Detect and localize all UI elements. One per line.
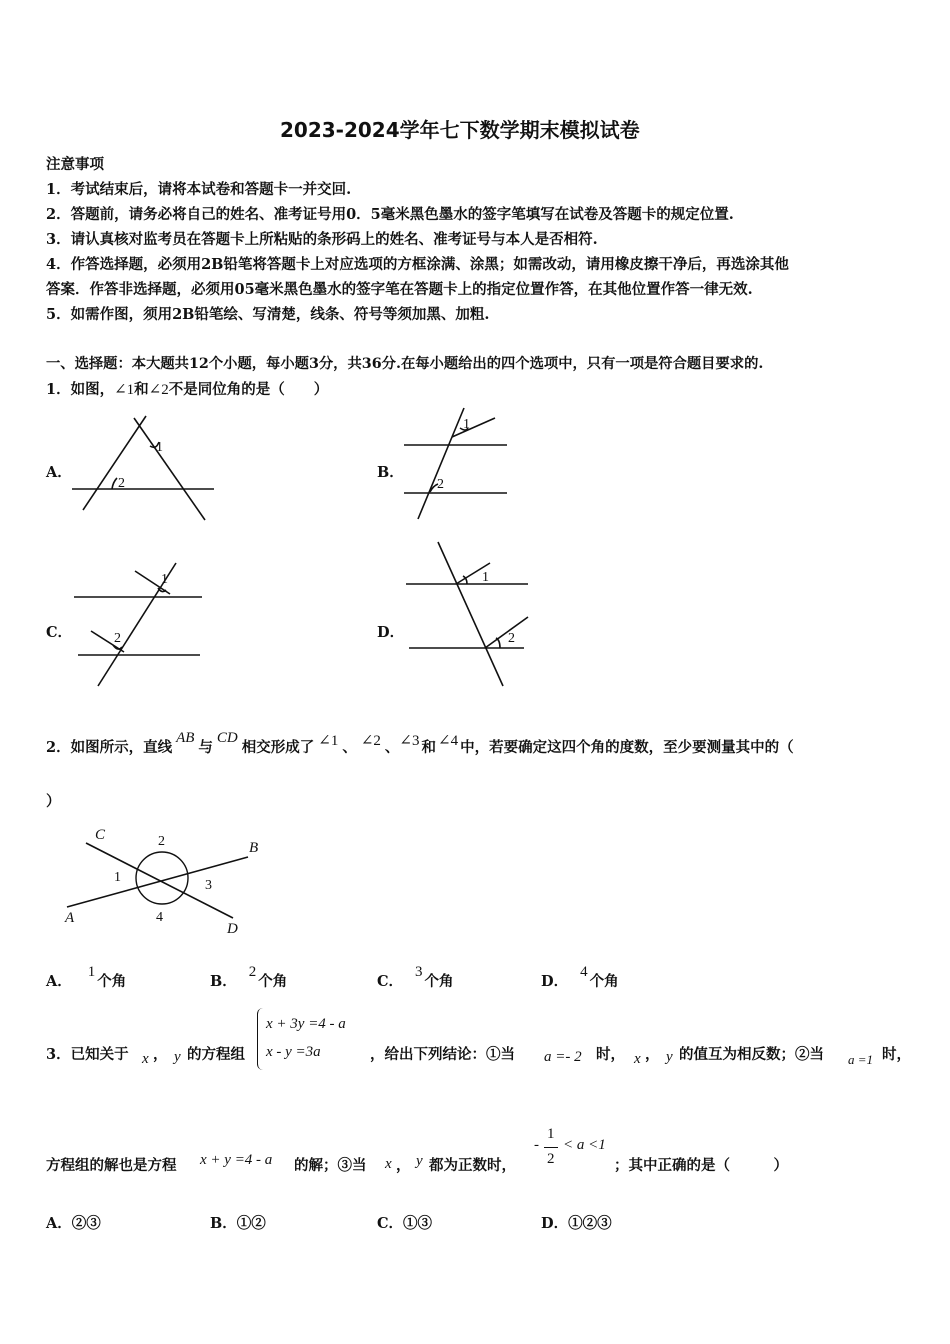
angle-label-1: 1 [463,417,470,432]
angle-label-2: 2 [118,476,125,491]
option-letter: B． [210,973,237,990]
q3-var-x: x [385,1156,392,1172]
option-unit: 个角 [97,973,127,990]
q3-equation-3: x + y =4 - a [200,1152,273,1168]
q3-stem-part-2: 的方程组 [187,1046,245,1063]
q3-condition-2: a =1 [848,1052,874,1067]
option-number: 2 [248,964,257,980]
q1-option-d-label[interactable]: D． [377,624,405,641]
line-ab [67,857,248,907]
q3-comma: ， [396,1157,411,1174]
angle-label-1: 1 [156,440,163,455]
angle-circle [136,852,188,904]
page-title: 2023-2024学年七下数学期末模拟试卷 [280,118,640,142]
q3-stem-part-1: 3．已知关于 [46,1046,129,1063]
q2-option-d[interactable] [541,964,619,991]
angle-label-2: 2 [158,834,165,849]
q3-var-x: x [142,1051,149,1067]
option-letter: B． [210,1215,237,1232]
notice-item: 答案．作答非选择题，必须用05毫米黑色墨水的签字笔在答题卡上的指定位置作答，在其他位置作答一律无效. [46,281,753,298]
q1-angle-2: ∠2 [148,382,169,398]
option-unit: 个角 [589,973,619,990]
q3-equation-1: x + 3y =4 - a [266,1016,346,1032]
point-d-label: D [227,921,238,937]
q1-stem-a: 1．如图， [46,381,115,398]
q3-equation-2: x - y =3a [266,1044,321,1060]
option-letter: C． [377,973,404,990]
point-b-label: B [249,840,259,856]
notice-item: 3．请认真核对监考员在答题卡上所粘贴的条形码上的姓名、准考证号与本人是否相符. [46,231,598,248]
q3-minus-sign: - [534,1137,539,1153]
notice-item: 2．答题前，请务必将自己的姓名、准考证号用0．5毫米黑色墨水的签字笔填写在试卷及答题卡的规定位置. [46,206,734,223]
q3-option-a[interactable] [46,1212,101,1233]
q1-and: 和 [134,381,149,398]
notice-item: 1．考试结束后，请将本试卷和答题卡一并交回. [46,181,352,198]
q3-var-y: y [416,1153,423,1169]
option-number: 4 [580,964,588,980]
q3-stem-part-3: ，给出下列结论：①当 [370,1046,515,1063]
q3-stem-part-7: 都为正数时， [429,1157,516,1174]
notice-item: 5．如需作图，须用2B铅笔绘、写清楚，线条、符号等须加黑、加粗. [46,306,490,323]
angle-label-3: 3 [205,878,212,893]
q1-option-c-label[interactable]: C． [46,624,73,641]
notice-heading: 注意事项 [46,156,104,173]
q3-var-y: y [666,1049,673,1065]
q2-yu: 与 [198,739,213,756]
angle-label-2: 2 [508,631,515,646]
angle-label-2: 2 [437,477,444,492]
option-value: ①②③ [568,1215,612,1232]
q3-var-x: x [634,1051,641,1067]
q2-angle-3: ∠3 [399,733,420,749]
option-letter: D． [541,1215,569,1232]
option-letter: D． [541,973,569,990]
angle-label-2: 2 [114,631,121,646]
q1-angle-1: ∠1 [114,382,135,398]
q3-fraction-denominator: 2 [547,1151,555,1167]
q1-option-b-label[interactable]: B． [377,464,404,481]
option-unit: 个角 [424,973,454,990]
q3-fraction-bar [544,1147,558,1148]
q2-option-a[interactable] [46,964,127,991]
q3-comma: ， [153,1046,168,1063]
angle-label-1: 1 [482,570,489,585]
q3-stem-part-4: 的值互为相反数；②当 [679,1046,824,1063]
q3-fraction-numerator: 1 [547,1126,555,1142]
q3-option-c[interactable] [377,1212,432,1233]
q3-comma: ， [645,1046,660,1063]
q3-stem-part-5: 方程组的解也是方程 [46,1157,177,1174]
angle-label-1: 1 [114,870,121,885]
option-value: ②③ [71,1215,101,1232]
q3-stem-part-6: 的解；③当 [294,1157,367,1174]
q2-he: 和 [421,739,436,756]
q3-shi-2: 时， [882,1046,911,1063]
q2-angle-1: ∠1 [318,733,339,749]
q3-var-y: y [174,1049,181,1065]
q3-option-b[interactable] [210,1212,266,1233]
q3-shi: 时， [596,1046,625,1063]
q3-option-d[interactable] [541,1212,612,1233]
option-letter: A． [46,973,72,990]
option-value: ①③ [403,1215,433,1232]
q2-option-c[interactable] [377,964,454,991]
option-letter: A． [46,1215,72,1232]
q2-option-b[interactable] [210,964,288,991]
option-value: ①② [236,1215,266,1232]
option-unit: 个角 [258,973,288,990]
q2-sep: 、 [384,739,400,756]
option-number: 1 [87,964,96,980]
option-letter: C． [377,1215,404,1232]
angle-label-1: 1 [161,572,168,587]
q1-stem-b: 不是同位角的是（ ） [168,381,329,398]
notice-item: 4．作答选择题，必须用2B铅笔将答题卡上对应选项的方框涂满、涂黑；如需改动，请用橡皮擦干净后，再选涂其他 [46,256,789,273]
q2-sep: 、 [342,739,357,756]
angle-label-4: 4 [156,910,163,925]
q2-part-2: 相交形成了 [241,739,315,756]
point-c-label: C [95,827,106,843]
q3-inequality: < a <1 [563,1137,606,1153]
section-heading: 一、选择题：本大题共12个小题，每小题3分，共36分.在每小题给出的四个选项中，只有一项是符合题目要求的. [46,356,764,372]
q2-line-ab: AB [176,730,195,746]
q2-line-cd: CD [216,730,238,746]
q3-stem-part-8: ；其中正确的是（ ） [614,1157,788,1174]
q1-option-a-label[interactable]: A． [46,464,72,481]
point-a-label: A [65,910,75,926]
q2-close-paren: ） [46,793,61,810]
option-number: 3 [415,964,423,980]
q2-angle-4: ∠4 [438,733,459,749]
q2-angle-2: ∠2 [360,733,381,749]
q3-condition-1: a =- 2 [544,1049,582,1065]
q2-part-3: 中，若要确定这四个角的度数，至少要测量其中的（ [460,739,794,756]
q2-part-1: 2．如图所示，直线 [46,739,173,756]
